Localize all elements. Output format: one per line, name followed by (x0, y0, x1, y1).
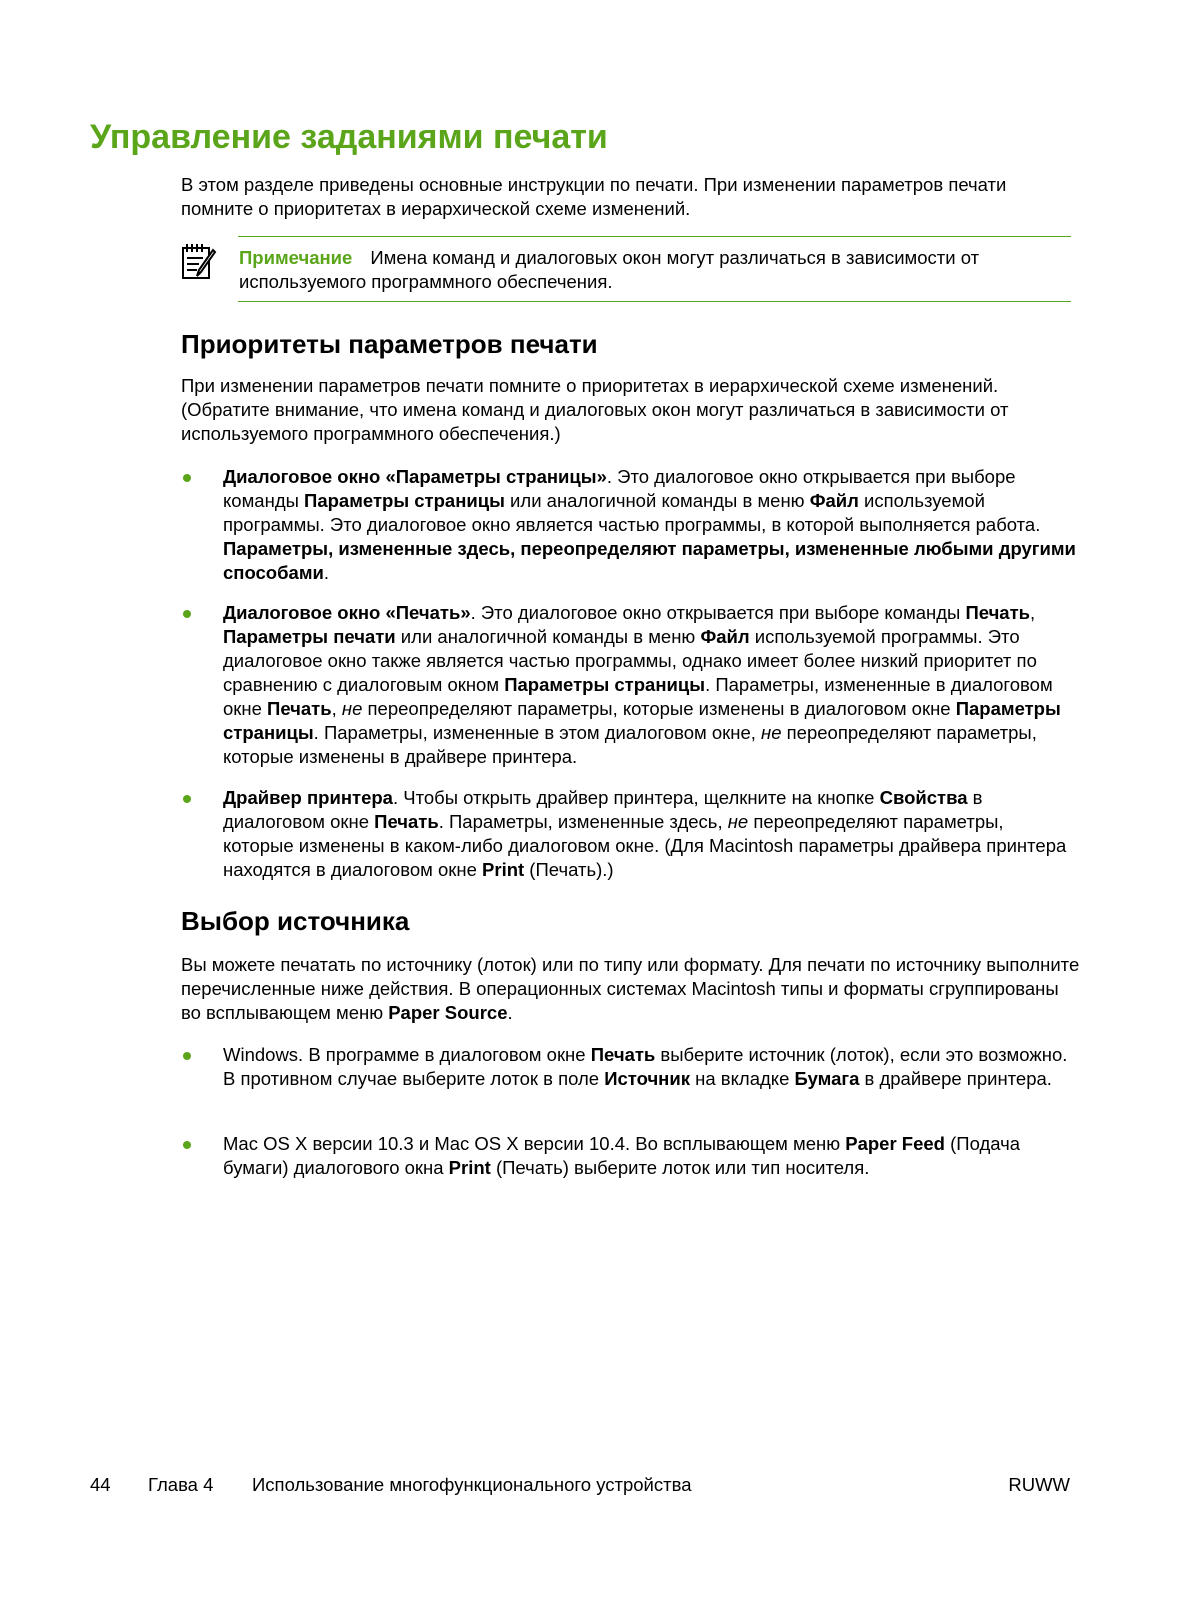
priorities-list-print-dialog (181, 601, 1076, 769)
text-run: в диалоговом окне (223, 787, 983, 832)
source-heading: Выбор источника (181, 906, 410, 936)
text-run: переопределяют параметры, которые изменены в диалоговом окне (362, 698, 956, 719)
source-intro (181, 953, 1081, 1025)
doc-code: RUWW (1008, 1474, 1070, 1495)
bold-term: Свойства (879, 787, 968, 808)
note-text (239, 246, 1069, 294)
text-run: . Параметры, измененные в диалоговом окне (223, 674, 1053, 719)
bold-term: Параметры, измененные здесь, переопределяют параметры, измененные любыми другими способами (223, 538, 1076, 583)
text-run: , (1030, 602, 1036, 623)
text-run: . (507, 1002, 513, 1023)
list-item-driver (181, 786, 1076, 882)
italic-term: не (341, 698, 363, 719)
bold-term: Параметры страницы (223, 698, 1061, 743)
text-run: используемой программы. Это диалоговое окно также является частью программы, однако имеет более низкий приоритет по сравнению с диалоговым окном (223, 626, 1037, 695)
bold-term: Диалоговое окно «Печать» (223, 602, 471, 623)
chapter-label: Глава 4 (148, 1474, 214, 1495)
bullet-icon (183, 610, 191, 618)
source-list-windows (181, 1043, 1076, 1091)
note-bottom-rule (238, 301, 1071, 302)
text-run: (Подача бумаги) диалогового окна (223, 1133, 1021, 1178)
text-run: . (323, 562, 330, 583)
text-run: . Параметры, измененные в этом диалоговом окне, (313, 722, 762, 743)
chapter-title: Использование многофункционального устройства (252, 1474, 692, 1495)
bold-term: Печать (267, 698, 332, 719)
bullet-icon (183, 1052, 191, 1060)
bold-term: Параметры страницы (304, 490, 505, 511)
text-run: переопределяют параметры, которые изменены в каком-либо диалоговом окне. (Для Macintosh параметры драйвера принтера находятся в диалоговом окне (223, 811, 1067, 880)
list-item-mac (181, 1132, 1076, 1180)
priorities-list-page-setup (181, 465, 1076, 585)
priorities-intro: При изменении параметров печати помните о приоритетах в иерархической схеме изменений. (Обратите внимание, что имена команд и диалоговых окон могут различаться в зависимости от используемого программного обеспечения.) (181, 375, 1009, 444)
text-run: в драйвере принтера. (859, 1068, 1052, 1089)
bold-term: Диалоговое окно «Параметры страницы» (223, 466, 607, 487)
bold-term: Параметры печати (223, 626, 396, 647)
bold-term: Paper Source (388, 1002, 508, 1023)
bullet-icon (183, 474, 191, 482)
italic-term: не (727, 811, 749, 832)
bold-term: Печать (590, 1044, 656, 1065)
bullet-icon (183, 1141, 191, 1149)
bold-term: Print (448, 1157, 491, 1178)
text-run: выберите источник (лоток), если это возможно. В противном случае выберите лоток в поле (223, 1044, 1068, 1089)
text-run: . Чтобы открыть драйвер принтера, щелкните на кнопке (392, 787, 880, 808)
intro-paragraph: В этом разделе приведены основные инструкции по печати. При изменении параметров печати помните о приоритетах в иерархической схеме изменений. (181, 174, 1007, 219)
priorities-heading: Приоритеты параметров печати (181, 329, 598, 359)
text-run: на вкладке (690, 1068, 795, 1089)
text-run: (Печать) выберите лоток или тип носителя. (490, 1157, 870, 1178)
list-item-print-dialog (181, 601, 1076, 769)
page-footer (90, 1473, 1070, 1497)
source-list-mac (181, 1132, 1076, 1180)
text-run: . Это диалоговое окно открывается при выборе команды (470, 602, 966, 623)
bold-term: Печать (965, 602, 1031, 623)
text-run: или аналогичной команды в меню (504, 490, 810, 511)
bold-term: Драйвер принтера (223, 787, 393, 808)
text-run: (Печать).) (524, 859, 614, 880)
priorities-list-driver (181, 786, 1076, 882)
note-box (181, 236, 1071, 302)
italic-term: не (761, 722, 782, 743)
text-run: переопределяют параметры, которые изменены в драйвере принтера. (223, 722, 1037, 767)
note-label: Примечание (239, 247, 353, 268)
text-run: используемой программы. Это диалоговое окно является частью программы, в которой выполняется работа. (223, 490, 1041, 535)
bold-term: Print (482, 859, 525, 880)
text-run: Windows. В программе в диалоговом окне (223, 1044, 591, 1065)
bold-term: Печать (374, 811, 439, 832)
list-item-windows (181, 1043, 1076, 1091)
bold-term: Бумага (794, 1068, 860, 1089)
note-pad-pencil-icon (181, 242, 219, 282)
list-item-page-setup (181, 465, 1076, 585)
page-title: Управление заданиями печати (90, 118, 608, 156)
text-run: Вы можете печатать по источнику (лоток) или по типу или формату. Для печати по источнику выполните перечисленные ниже действия. В операционных системах Macintosh типы и форматы сгруппированы во всплывающем меню (181, 954, 1080, 1023)
note-top-rule (238, 236, 1071, 237)
note-body: Имена команд и диалоговых окон могут различаться в зависимости от используемого программного обеспечения. (239, 247, 980, 292)
page-number: 44 (90, 1474, 111, 1495)
bold-term: Параметры страницы (504, 674, 706, 695)
text-run: . Параметры, измененные здесь, (438, 811, 728, 832)
bold-term: Источник (604, 1068, 690, 1089)
text-run: или аналогичной команды в меню (395, 626, 701, 647)
bold-term: Файл (700, 626, 750, 647)
text-run: Mac OS X версии 10.3 и Mac OS X версии 10.4. Во всплывающем меню (223, 1133, 846, 1154)
text-run: . Это диалоговое окно открывается при выборе команды (223, 466, 1016, 511)
bold-term: Файл (809, 490, 859, 511)
bullet-icon (183, 795, 191, 803)
bold-term: Paper Feed (845, 1133, 945, 1154)
text-run: , (331, 698, 342, 719)
